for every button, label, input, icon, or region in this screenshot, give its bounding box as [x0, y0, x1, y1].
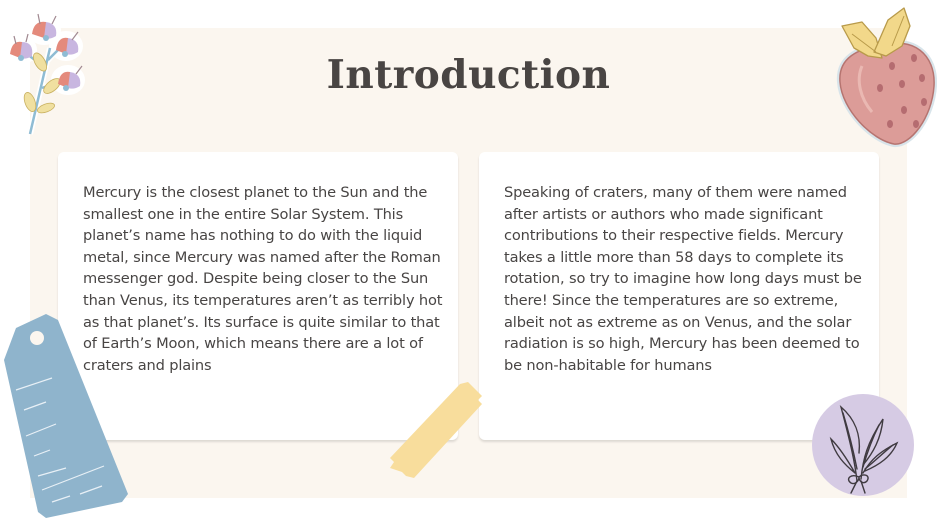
strawberry-sticker-icon	[832, 6, 937, 151]
paragraph-right: Speaking of craters, many of them were named after artists or authors who made significant contributions to their respective fields. Mercury takes a little more than 58 days to complete its rotation, so try to imagine how long days must be there! Since the temperatures are so extreme, albeit not as extreme as on Venus, and the solar radiation is so high, Mercury has been deemed to be non-habitable for humans	[504, 184, 862, 374]
paragraph-left: Mercury is the closest planet to the Sun and the smallest one in the entire Solar System. This planet’s name has nothing to do with the liquid metal, since Mercury was named after the Roman messenger god. Despite being closer to the Sun than Venus, its temperatures aren’t as terribly hot as that planet’s. Its surface is quite similar to that of Earth’s Moon, which means there are a lot of craters and plains	[83, 184, 443, 374]
washi-tape-icon	[386, 380, 486, 480]
flower-sticker-icon	[2, 8, 94, 138]
leaf-badge-icon	[811, 393, 916, 498]
luggage-tag-icon	[0, 306, 132, 521]
slide-title: Introduction	[326, 52, 611, 98]
